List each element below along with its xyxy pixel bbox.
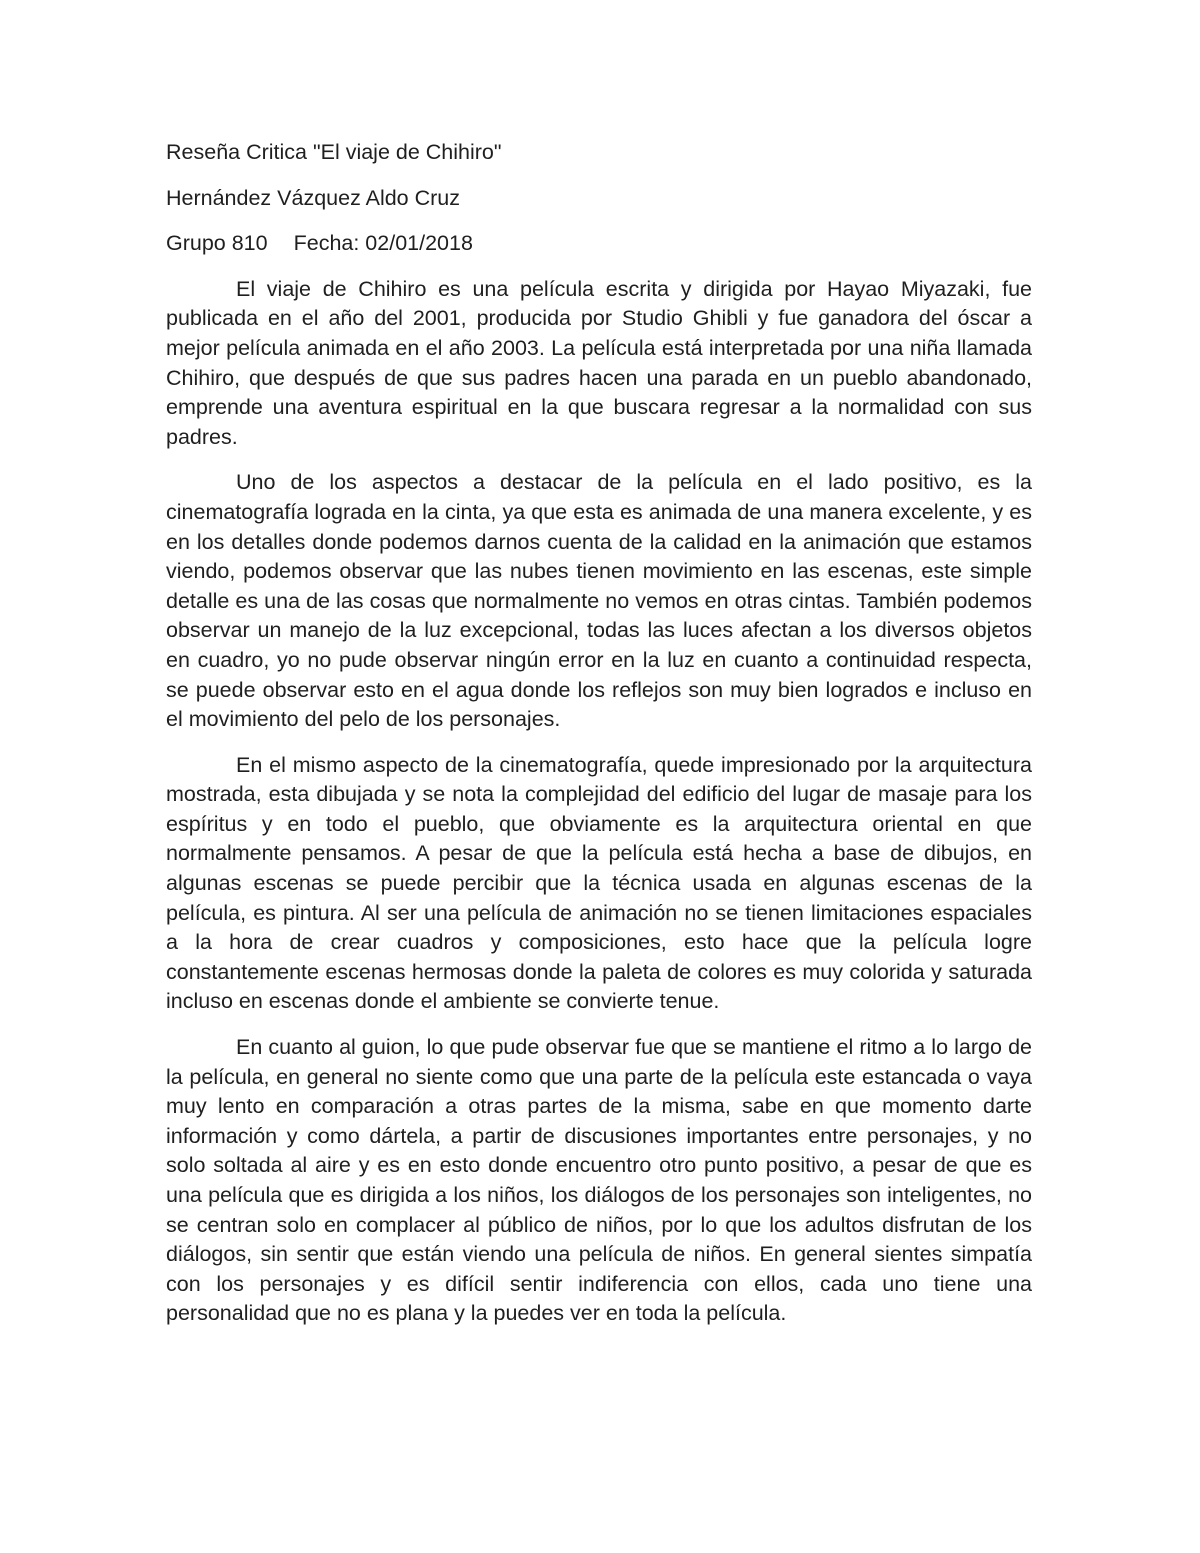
paragraph-architecture: En el mismo aspecto de la cinematografía, quede impresionado por la arquitectura mostrada, esta dibujada y se nota la complejidad del edificio del lugar de masaje para los espíritus y en todo el pueblo, que obviamente es la arquitectura oriental en que normalmente pensamos. A pesar de que la película está hecha a base de dibujos, en algunas escenas se puede percibir que la técnica usada en algunas escenas de la película, es pintura. Al ser una película de animación no se tienen limitaciones espaciales a la hora de crear cuadros y composiciones, esto hace que la película logre constantemente escenas hermosas donde la paleta de colores es muy colorida y saturada incluso en escenas donde el ambiente se convierte tenue.	[166, 752, 1032, 1014]
document-meta-line	[166, 229, 1032, 259]
document-page	[166, 138, 1032, 1345]
document-group: Grupo 810	[166, 231, 268, 256]
document-author: Hernández Vázquez Aldo Cruz	[166, 185, 461, 210]
paragraph-cinematography: Uno de los aspectos a destacar de la película en el lado positivo, es la cinematografía lograda en la cinta, ya que esta es animada de una manera excelente, y es en los detalles donde podemos darnos cuenta de la calidad en la animación que estamos viendo, podemos observar que las nubes tienen movimiento en las escenas, este simple detalle es una de las cosas que normalmente no vemos en otras cintas. También podemos observar un manejo de la luz excepcional, todas las luces afectan a los diversos objetos en cuadro, yo no pude observar ningún error en la luz en cuanto a continuidad respecta, se puede observar esto en el agua donde los reflejos son muy bien logrados e incluso en el movimiento del pelo de los personajes.	[166, 470, 1032, 732]
document-date: Fecha: 02/01/2018	[293, 231, 473, 256]
paragraph-script: En cuanto al guion, lo que pude observar fue que se mantiene el ritmo a lo largo de la película, en general no siente como que una parte de la película este estancada o vaya muy lento en comparación a otras partes de la misma, sabe en que momento darte información y como dártela, a partir de discusiones importantes entre personajes, y no solo soltada al aire y es en esto donde encuentro otro punto positivo, a pesar de que es una película que es dirigida a los niños, los diálogos de los personajes son inteligentes, no se centran solo en complacer al público de niños, por lo que los adultos disfrutan de los diálogos, sin sentir que están viendo una película de niños. En general sientes simpatía con los personajes y es difícil sentir indiferencia con ellos, cada uno tiene una personalidad que no es plana y la puedes ver en toda la película.	[166, 1035, 1032, 1326]
document-title: Reseña Critica "El viaje de Chihiro"	[166, 140, 502, 164]
paragraph-intro: El viaje de Chihiro es una película escrita y dirigida por Hayao Miyazaki, fue publicada en el año del 2001, producida por Studio Ghibli y fue ganadora del óscar a mejor película animada en el año 2003. La película está interpretada por una niña llamada Chihiro, que después de que sus padres hacen una parada en un pueblo abandonado, emprende una aventura espiritual en la que buscara regresar a la normalidad con sus padres.	[166, 276, 1032, 449]
